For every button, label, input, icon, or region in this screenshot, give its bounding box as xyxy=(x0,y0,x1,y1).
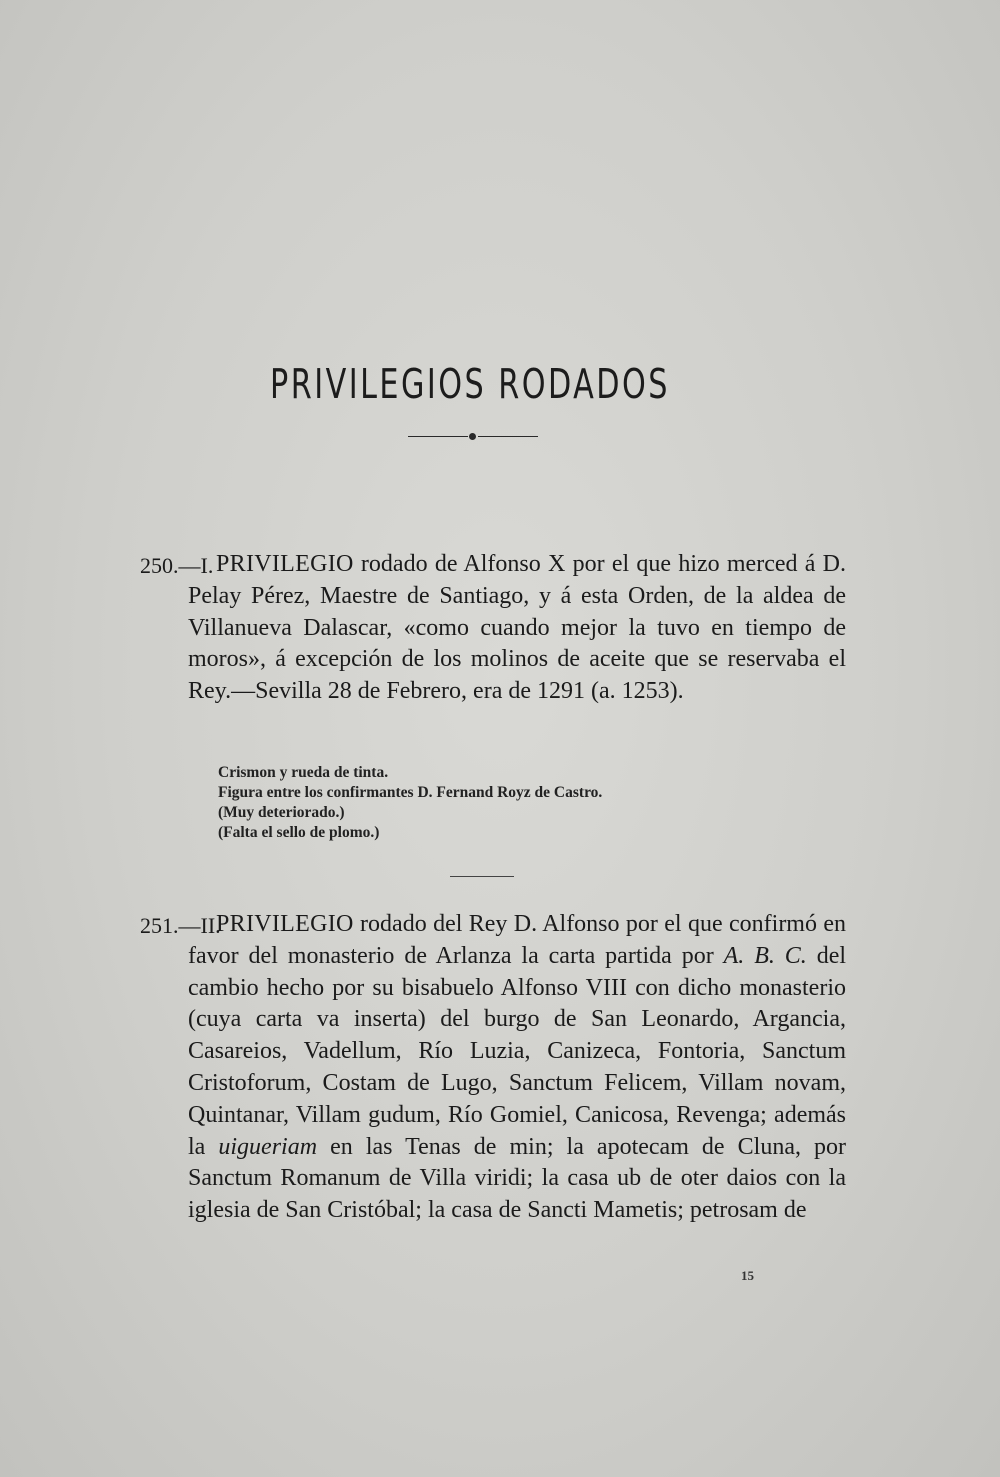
note-line: (Falta el sello de plomo.) xyxy=(218,824,380,841)
entry-number: 250.—I. xyxy=(140,553,214,578)
separator-rule xyxy=(450,876,514,877)
entry-text xyxy=(188,909,846,1227)
section-title: PRIVILEGIOS RODADOS xyxy=(270,360,670,408)
entry-lead: PRIVILEGIO xyxy=(216,551,354,577)
entry-body-b: del cambio hecho por su bisabuelo Alfonso VIII con dicho monasterio (cuya carta va inserta) del burgo de San Leonardo, Argancia, Casareios, Vadellum, Río Luzia, Canizeca, Fontoria, Sanctum Cristoforum, Costam de Lugo, Sanctum Felicem, Villam novam, Quintanar, Villam gudum, Río Gomiel, Canicosa, Revenga; además la xyxy=(188,942,847,1160)
note-line: Figura entre los confirmantes D. Fernand Royz de Castro. xyxy=(218,784,603,801)
note-line: (Muy deteriorado.) xyxy=(218,804,345,821)
entry-lead: PRIVILEGIO xyxy=(216,911,354,937)
entry-body-a: rodado del Rey D. Alfonso por el que confirmó en favor del monasterio de Arlanza la carta partida por xyxy=(188,911,847,969)
page-signature: 15 xyxy=(741,1268,754,1283)
entry-number: 251.—II. xyxy=(140,913,221,938)
note-line: Crismon y rueda de tinta. xyxy=(218,764,389,781)
title-ornament xyxy=(408,433,538,441)
entry-italic-a: A. B. C. xyxy=(723,942,807,969)
entry-text xyxy=(188,549,846,708)
entry-notes xyxy=(218,763,778,843)
entry-italic-b: uigueriam xyxy=(218,1133,318,1160)
entry-body: rodado de Alfonso X por el que hizo merced á D. Pelay Pérez, Maestre de Santiago, y á esta Orden, de la aldea de Villanueva Dalascar, «como cuando mejor la tuvo en tiempo de moros», á excepción de los molinos de aceite que se reservaba el Rey.—Sevilla 28 de Febrero, era de 1291 (a. 1253). xyxy=(188,551,847,705)
entry-body-c: en las Tenas de min; la apotecam de Cluna, por Sanctum Romanum de Villa viridi; la casa ub de oter daios con la iglesia de San Cristóbal; la casa de Sancti Mametis; petrosam de xyxy=(188,1133,847,1224)
